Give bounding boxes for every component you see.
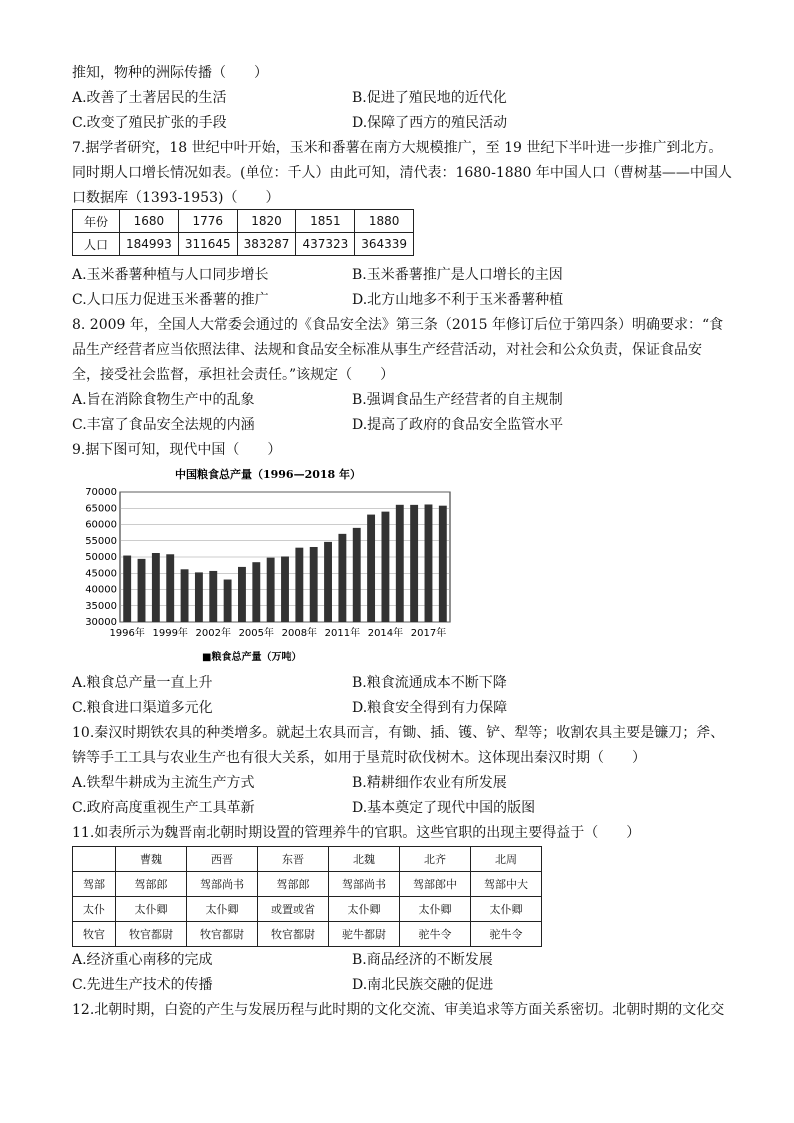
- q9-option-b[interactable]: B.粮食流通成本不断下降: [352, 675, 507, 691]
- y-tick-label: 30000: [85, 617, 117, 628]
- x-tick-label: 2011年: [324, 628, 361, 639]
- q6-option-a[interactable]: A.改善了土著居民的生活: [72, 90, 227, 106]
- q7-option-a[interactable]: A.玉米番薯种植与人口同步增长: [72, 267, 269, 283]
- table-cell: 驾部尚书: [329, 872, 400, 897]
- official-posts-table: [72, 846, 542, 947]
- q7-option-d[interactable]: D.北方山地多不利于玉米番薯种植: [352, 292, 564, 308]
- q8-option-b[interactable]: B.强调食品生产经营者的自主规制: [352, 392, 563, 408]
- table-cell: 驾部郎中: [400, 872, 471, 897]
- q8-option-d[interactable]: D.提高了政府的食品安全监管水平: [352, 417, 564, 433]
- bar-2009: [310, 547, 318, 622]
- table-cell: 1880: [355, 210, 414, 233]
- q8-option-c[interactable]: C.丰富了食品安全法规的内涵: [72, 417, 255, 433]
- table-row: [73, 233, 414, 256]
- q6-stem-tail: 推知，物种的洲际传播（ ）: [72, 65, 268, 81]
- q10-option-d[interactable]: D.基本奠定了现代中国的版图: [352, 800, 536, 816]
- table-cell: 北齐: [400, 847, 471, 872]
- table-row: [73, 922, 542, 947]
- table-cell: 364339: [355, 233, 414, 256]
- q9-option-c[interactable]: C.粮食进口渠道多元化: [72, 700, 213, 716]
- bar-2013: [367, 515, 375, 622]
- bar-1999: [166, 554, 174, 622]
- y-tick-label: 55000: [85, 535, 117, 547]
- bar-2010: [324, 542, 332, 622]
- table-cell: 北魏: [329, 847, 400, 872]
- table-cell: 东晋: [258, 847, 329, 872]
- bar-2001: [195, 572, 203, 622]
- bar-1996: [123, 556, 131, 622]
- q11-option-d[interactable]: D.南北民族交融的促进: [352, 977, 494, 993]
- y-tick-label: 60000: [85, 519, 117, 531]
- table-cell: 牧官都尉: [258, 922, 329, 947]
- table-cell: 驼牛令: [400, 922, 471, 947]
- table-cell: 437323: [296, 233, 355, 256]
- q7-stem-line2: 同时期人口增长情况如表。(单位：千人）由此可知，清代表：1680-1880 年中国人口（曹树基——中国人: [72, 165, 732, 181]
- bar-2000: [181, 569, 189, 622]
- q10-option-c[interactable]: C.政府高度重视生产工具革新: [72, 800, 255, 816]
- grain-output-chart: [78, 462, 488, 670]
- table-cell: 牧官都尉: [187, 922, 258, 947]
- table-cell: 太仆卿: [471, 897, 542, 922]
- bar-2007: [281, 556, 289, 622]
- bar-2003: [224, 580, 232, 622]
- table-cell: 太仆卿: [329, 897, 400, 922]
- bar-1998: [152, 553, 160, 622]
- q11-option-a[interactable]: A.经济重心南移的完成: [72, 952, 213, 968]
- y-tick-label: 40000: [85, 584, 117, 596]
- q9-option-a[interactable]: A.粮食总产量一直上升: [72, 675, 213, 691]
- q8-stem-line3: 全，接受社会监督，承担社会责任。”该规定（ ）: [72, 367, 395, 383]
- table-cell: 牧官都尉: [116, 922, 187, 947]
- q7-option-b[interactable]: B.玉米番薯推广是人口增长的主因: [352, 267, 563, 283]
- q11-option-c[interactable]: C.先进生产技术的传播: [72, 977, 213, 993]
- q11-option-b[interactable]: B.商品经济的不断发展: [352, 952, 493, 968]
- table-cell: 383287: [237, 233, 296, 256]
- table-cell: 太仆卿: [187, 897, 258, 922]
- q8-stem-line1: 8. 2009 年，全国人大常委会通过的《食品安全法》第三条（2015 年修订后位于第四条）明确要求：“食: [72, 317, 724, 333]
- population-table: [72, 209, 414, 256]
- table-cell: 太仆卿: [116, 897, 187, 922]
- table-cell: 1820: [237, 210, 296, 233]
- q6-option-d[interactable]: D.保障了西方的殖民活动: [352, 115, 508, 131]
- table-cell: 牧官: [73, 922, 116, 947]
- q9-option-d[interactable]: D.粮食安全得到有力保障: [352, 700, 508, 716]
- bar-2002: [209, 571, 217, 622]
- table-cell: 驾部中大: [471, 872, 542, 897]
- bar-2016: [410, 505, 418, 622]
- table-row: [73, 897, 542, 922]
- y-tick-label: 65000: [85, 503, 117, 515]
- table-cell: 驼牛令: [471, 922, 542, 947]
- bar-2006: [267, 558, 275, 622]
- table-cell: 年份: [73, 210, 120, 233]
- bar-2005: [252, 562, 260, 622]
- chart-legend: ■粮食总产量（万吨）: [202, 652, 302, 663]
- x-tick-label: 2014年: [367, 628, 404, 639]
- table-row: [73, 872, 542, 897]
- table-cell: 驾部郎: [116, 872, 187, 897]
- q7-option-c[interactable]: C.人口压力促进玉米番薯的推广: [72, 292, 269, 308]
- x-tick-label: 2005年: [238, 628, 275, 639]
- q6-option-c[interactable]: C.改变了殖民扩张的手段: [72, 115, 227, 131]
- table-cell: 或置或省: [258, 897, 329, 922]
- x-tick-label: 2017年: [410, 628, 447, 639]
- table-cell: 1680: [120, 210, 179, 233]
- q9-stem-line1: 9.据下图可知，现代中国（ ）: [72, 442, 282, 458]
- table-cell: 1851: [296, 210, 355, 233]
- x-tick-label: 2002年: [195, 628, 231, 639]
- x-tick-label: 2008年: [281, 628, 318, 639]
- table-cell: 太仆: [73, 897, 116, 922]
- q11-stem-line1: 11.如表所示为魏晋南北朝时期设置的管理养牛的官职。这些官职的出现主要得益于（ ）: [72, 825, 641, 841]
- table-cell: 驾部郎: [258, 872, 329, 897]
- bar-2004: [238, 567, 246, 622]
- chart-title: 中国粮食总产量（1996—2018 年）: [174, 468, 362, 481]
- table-cell: 西晋: [187, 847, 258, 872]
- table-row: [73, 210, 414, 233]
- table-cell: 太仆卿: [400, 897, 471, 922]
- q10-stem-line2: 锛等手工工具与农业生产也有很大关系，如用于垦荒时砍伐树木。这体现出秦汉时期（ ）: [72, 750, 646, 766]
- bar-2014: [381, 512, 389, 622]
- x-tick-label: 1999年: [152, 628, 188, 639]
- q10-option-b[interactable]: B.精耕细作农业有所发展: [352, 775, 507, 791]
- table-cell: 1776: [178, 210, 237, 233]
- x-tick-label: 1996年: [109, 628, 145, 639]
- table-cell: 曹魏: [116, 847, 187, 872]
- y-tick-label: 70000: [85, 487, 117, 498]
- y-tick-label: 35000: [85, 600, 117, 612]
- bar-2008: [295, 548, 303, 622]
- table-cell: 人口: [73, 233, 120, 256]
- y-tick-label: 45000: [85, 568, 117, 580]
- table-row: [73, 847, 542, 872]
- y-tick-label: 50000: [85, 552, 117, 563]
- table-cell: 驾部尚书: [187, 872, 258, 897]
- q7-stem-line1: 7.据学者研究，18 世纪中叶开始，玉米和番薯在南方大规模推广，至 19 世纪下半叶进一步推广到北方。: [72, 140, 723, 156]
- table-cell: [73, 847, 116, 872]
- bar-2012: [353, 528, 361, 622]
- table-cell: 184993: [120, 233, 179, 256]
- table-cell: 驾部: [73, 872, 116, 897]
- bar-2018: [439, 506, 447, 622]
- table-cell: 北周: [471, 847, 542, 872]
- q8-option-a[interactable]: A.旨在消除食物生产中的乱象: [72, 392, 255, 408]
- q10-stem-line1: 10.秦汉时期铁农具的种类增多。就起土农具而言，有锄、插、镬、铲、犁等；收割农具主要是镰刀；斧、: [72, 725, 725, 741]
- table-cell: 311645: [178, 233, 237, 256]
- q10-option-a[interactable]: A.铁犁牛耕成为主流生产方式: [72, 775, 255, 791]
- table-cell: 驼牛都尉: [329, 922, 400, 947]
- q12-stem-line1: 12.北朝时期，白瓷的产生与发展历程与此时期的文化交流、审美追求等方面关系密切。北朝时期的文化交: [72, 1002, 725, 1018]
- q6-option-b[interactable]: B.促进了殖民地的近代化: [352, 90, 507, 106]
- bar-2017: [425, 504, 433, 622]
- q8-stem-line2: 品生产经营者应当依照法律、法规和食品安全标准从事生产经营活动，对社会和公众负责，保证食品安: [72, 342, 702, 358]
- q7-stem-line3: 口数据库（1393-1953)（ ）: [72, 190, 280, 206]
- bar-2011: [338, 534, 346, 622]
- bar-1997: [138, 559, 146, 622]
- bar-2015: [396, 505, 404, 622]
